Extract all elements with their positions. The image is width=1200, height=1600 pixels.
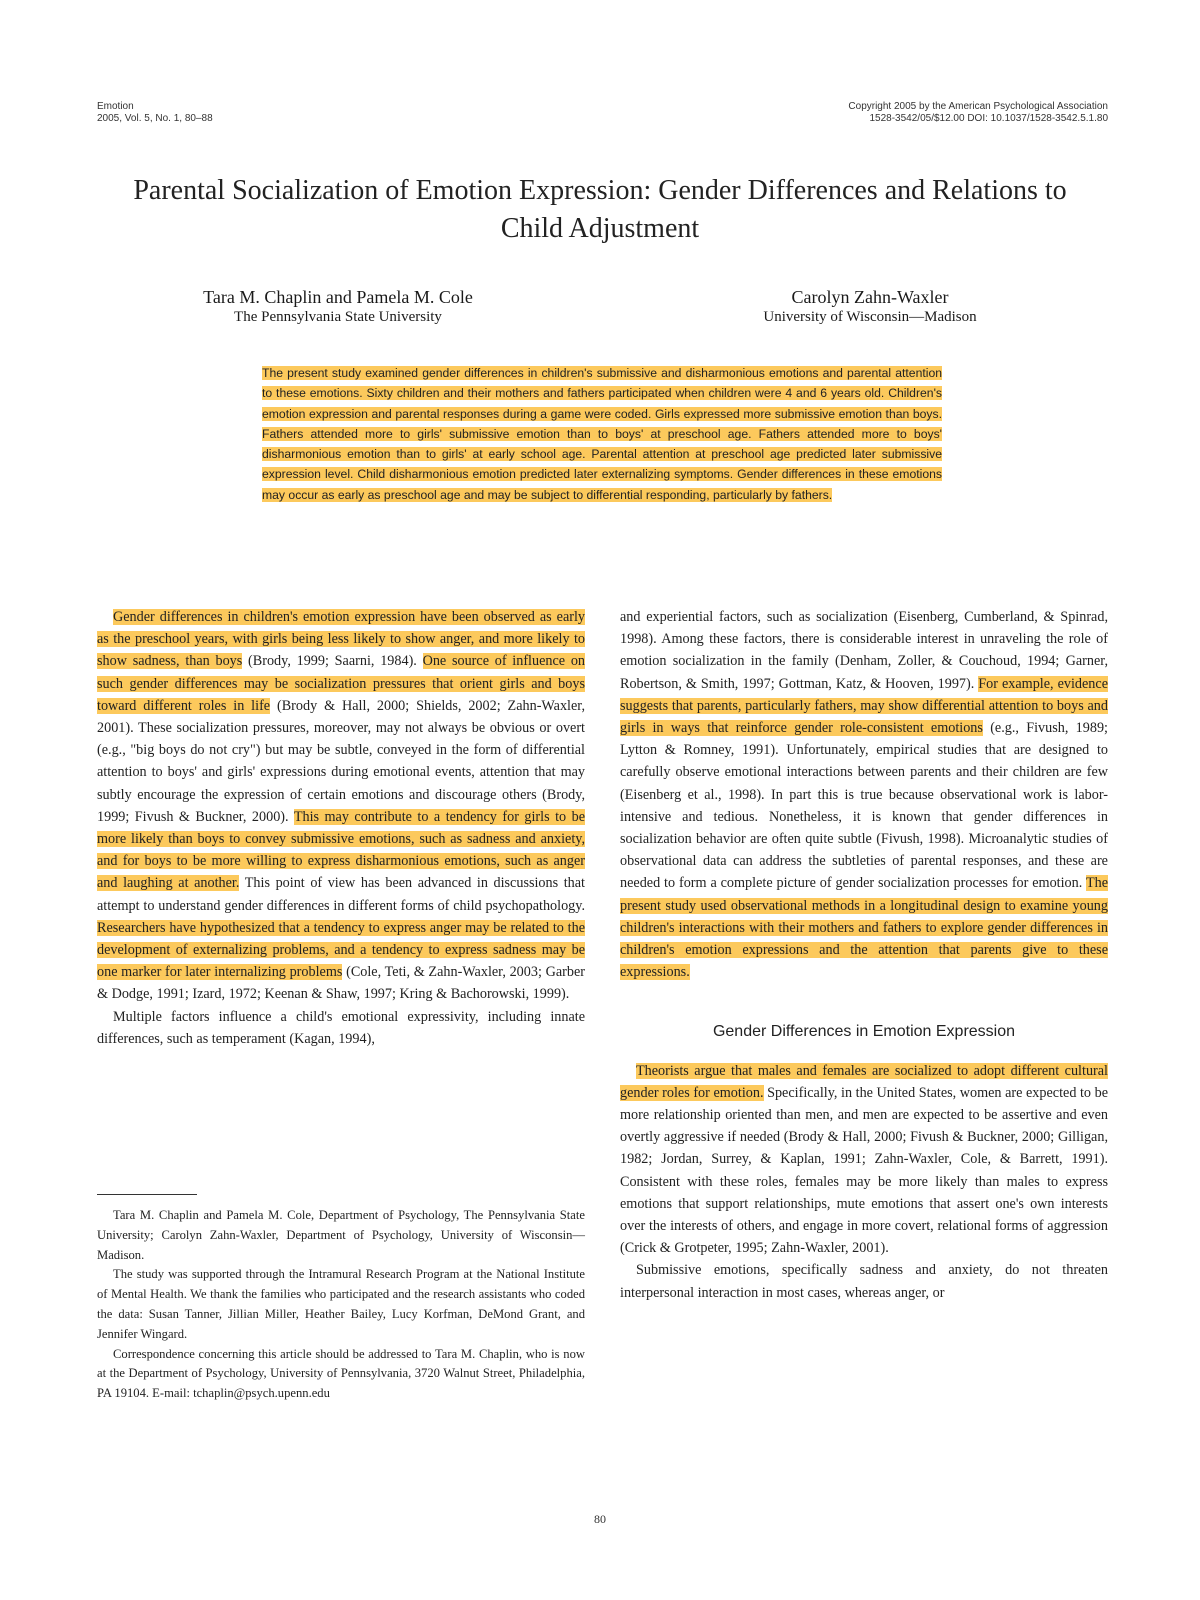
paragraph: Submissive emotions, specifically sadness and anxiety, do not threaten interpersonal interaction in most cases, whereas anger, or: [620, 1262, 1108, 1301]
text-run: Specifically, in the United States, women are expected to be more relationship oriented than men, and men are expected to be assertive and even overtly aggressive if needed (Brody & Hall, 2000; Fivush & Buckner, 2000; Gilligan, 1982; Jordan, Surrey, & Kaplan, 1991; Zahn-Waxler, Cole, & Barrett, 1991). Consistent with these roles, females may be more likely than males to express emotions that support relationships, mute emotions that assert one's own interests over the interests of others, and engage in more covert, relational forms of aggression (Crick & Grotpeter, 1995; Zahn-Waxler, 2001).: [620, 1084, 1108, 1257]
running-header-right: [848, 101, 1108, 125]
text-run: Researchers have hypothesized that a tendency to express anger may be related to the development of externalizing problems, and a tendency to express sadness may be one marker for later internalizing problems: [97, 919, 585, 981]
author-names: Tara M. Chaplin and Pamela M. Cole: [203, 287, 473, 307]
author-affiliation: University of Wisconsin—Madison: [763, 309, 977, 325]
author-block-1: [148, 286, 528, 326]
text-run: (e.g., Fivush, 1989; Lytton & Romney, 1991). Unfortunately, empirical studies that are designed to carefully observe emotional interactions between parents and their children are few (Eisenberg et al., 1998). In part this is true because observational work is labor-intensive and tedious. Nonetheless, it is known that gender differences in socialization behavior are often quite subtle (Fivush, 1998). Microanalytic studies of observational data can address the subtleties of parental responses, and these are needed to form a complete picture of gender socialization processes for emotion.: [620, 720, 1108, 892]
text-run: For example, evidence suggests that parents, particularly fathers, may show differential attention to boys and girls in ways that reinforce gender role-consistent emotions: [620, 675, 1108, 737]
doi-line: 1528-3542/05/$12.00 DOI: 10.1037/1528-3542.5.1.80: [869, 113, 1108, 124]
running-header-left: [97, 101, 213, 125]
footnote-acknowledgments: The study was supported through the Intramural Research Program at the National Institute of Mental Health. We thank the families who participated and the research assistants who coded the data: Susan Tanner, Jillian Miller, Heather Bailey, Lucy Korfman, DeMond Grant, and Jennifer Wingard.: [97, 1267, 585, 1341]
text-run: This may contribute to a tendency for girls to be more likely than boys to convey submissive emotions, such as sadness and anxiety, and for boys to be more willing to express disharmonious emotions, such as anger and laughing at another.: [97, 808, 586, 892]
right-column: [620, 606, 1108, 1304]
abstract: [262, 363, 942, 505]
page-number: 80: [594, 1512, 606, 1526]
footnotes: [97, 1206, 585, 1404]
paragraph: Multiple factors influence a child's emotional expressivity, including innate differences, such as temperament (Kagan, 1994),: [97, 1008, 585, 1047]
footnote-affiliations: Tara M. Chaplin and Pamela M. Cole, Department of Psychology, The Pennsylvania State University; Carolyn Zahn-Waxler, Department of Psychology, University of Wisconsin—Madison.: [97, 1208, 585, 1262]
copyright-line: Copyright 2005 by the American Psychological Association: [848, 101, 1108, 112]
footnote-divider: [97, 1194, 197, 1195]
text-run: This point of view has been advanced in discussions that attempt to understand gender differences in different forms of child psychopathology.: [97, 875, 585, 914]
paragraph: [620, 606, 1108, 983]
volume-info: 2005, Vol. 5, No. 1, 80–88: [97, 113, 213, 124]
section-heading: Gender Differences in Emotion Expression: [712, 1023, 1016, 1041]
paragraph: [97, 606, 585, 1006]
text-run: One source of influence on such gender differences may be socialization pressures that orient girls and boys toward different roles in life: [97, 653, 586, 714]
paragraph: [620, 1060, 1108, 1260]
text-run: (Brody & Hall, 2000; Shields, 2002; Zahn-Waxler, 2001). These socialization pressures, moreover, may not always be obvious or overt (e.g., "big boys do not cry") but may be subtle, conveyed in the form of differential attention to boys' and girls' expressions during emotional events, attention that may subtly encourage the expression of certain emotions and discourage others (Brody, 1999; Fivush & Buckner, 2000).: [97, 697, 586, 825]
author-affiliation: The Pennsylvania State University: [234, 309, 442, 325]
text-run: Gender differences in children's emotion expression have been observed as early as the preschool years, with girls being less likely to show anger, and more likely to show sadness, than boys: [97, 609, 585, 670]
text-run: The present study used observational methods in a longitudinal design to examine young children's interactions with their mothers and fathers to explore gender differences in children's emotion expressions and the attention that parents give to these expressions.: [620, 875, 1108, 981]
text-run: (Cole, Teti, & Zahn-Waxler, 2003; Garber & Dodge, 1991; Izard, 1972; Keenan & Shaw, 1997; Kring & Bachorowski, 1999).: [97, 964, 585, 1003]
footnote-correspondence: Correspondence concerning this article should be addressed to Tara M. Chaplin, who is now at the Department of Psychology, University of Pennsylvania, 3720 Walnut Street, Philadelphia, PA 19104. E-mail: tchaplin@psych.upenn.edu: [97, 1346, 585, 1401]
journal-name: Emotion: [97, 101, 134, 112]
author-block-2: [680, 286, 1060, 326]
left-column: [97, 606, 585, 1050]
text-run: and experiential factors, such as socialization (Eisenberg, Cumberland, & Spinrad, 1998). Among these factors, there is considerable interest in unraveling the role of emotion socialization in the family (Denham, Zoller, & Couchoud, 1994; Garner, Robertson, & Smith, 1997; Gottman, Katz, & Hooven, 1997).: [620, 609, 1108, 692]
text-run: (Brody, 1999; Saarni, 1984).: [242, 653, 423, 670]
article-title: Parental Socialization of Emotion Expression: Gender Differences and Relations to Child Adjustment: [133, 175, 1067, 244]
text-run: Theorists argue that males and females are socialized to adopt different cultural gender roles for emotion.: [620, 1062, 1108, 1101]
author-names: Carolyn Zahn-Waxler: [791, 287, 949, 307]
abstract-text: The present study examined gender differences in children's submissive and disharmonious emotions and parental attention to these emotions. Sixty children and their mothers and fathers participated when children were 4 and 6 years old. Children's emotion expression and parental responses during a game were coded. Girls expressed more submissive emotion than boys. Fathers attended more to girls' submissive emotion than to boys' at preschool age. Fathers attended more to boys' disharmonious emotion than to girls' at early school age. Parental attention at preschool age predicted later submissive expression level. Child disharmonious emotion predicted later externalizing symptoms. Gender differences in these emotions may occur as early as preschool age and may be subject to differential responding, particularly by fathers.: [262, 366, 942, 502]
